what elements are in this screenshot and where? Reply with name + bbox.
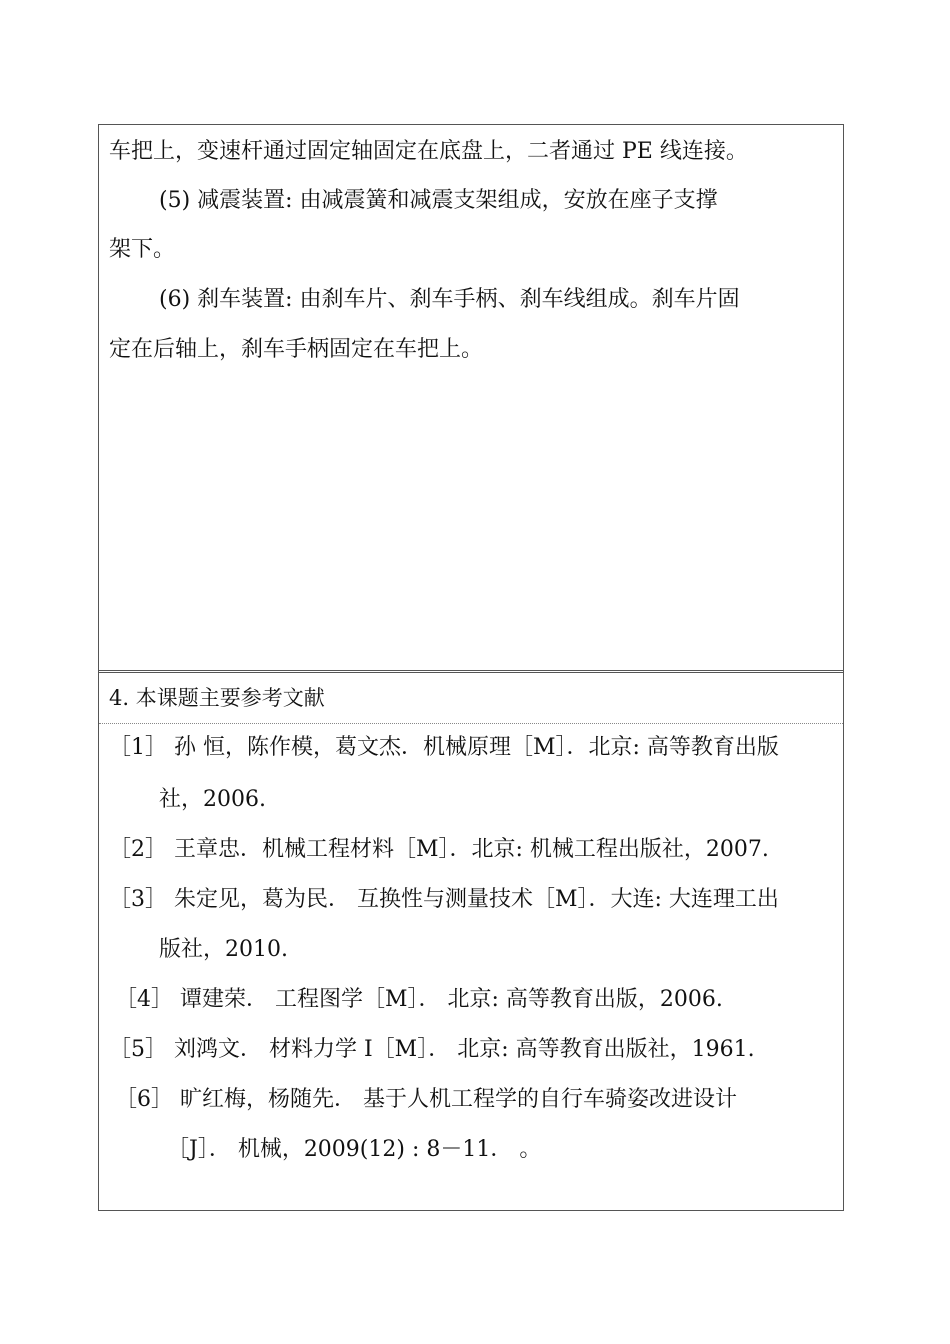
- body-line-5: 定在后轴上，刹车手柄固定在车把上。: [109, 337, 484, 362]
- design-content-cell: [99, 125, 843, 673]
- body-line-2: (5) 减震装置: 由减震簧和减震支架组成，安放在座子支撑: [159, 188, 718, 213]
- document-table: [98, 124, 844, 1211]
- body-line-1: 车把上，变速杆通过固定轴固定在底盘上，二者通过 PE 线连接。: [109, 139, 748, 164]
- reference-6-line-2: ［J］． 机械，2009(12) : 8－11． 。: [167, 1137, 542, 1162]
- reference-3-line-2: 版社，2010.: [159, 937, 288, 962]
- body-line-4: (6) 刹车装置: 由刹车片、刹车手柄、刹车线组成。刹车片固: [159, 287, 740, 312]
- reference-1-line-1: ［1］ 孙 恒，陈作模，葛文杰．机械原理［M］．北京: 高等教育出版: [109, 735, 779, 760]
- reference-6-line-1: ［6］ 旷红梅，杨随先． 基于人机工程学的自行车骑姿改进设计: [115, 1087, 737, 1112]
- reference-5-line-1: ［5］ 刘鸿文． 材料力学 I［M］． 北京: 高等教育出版社，1961.: [109, 1037, 755, 1062]
- reference-4-line-1: ［4］ 谭建荣． 工程图学［M］． 北京: 高等教育出版，2006.: [115, 987, 723, 1012]
- reference-3-line-1: ［3］ 朱定见，葛为民． 互换性与测量技术［M］．大连: 大连理工出: [109, 887, 779, 912]
- heading-divider: [99, 723, 843, 724]
- reference-1-line-2: 社，2006.: [159, 787, 266, 812]
- reference-2-line-1: ［2］ 王章忠．机械工程材料［M］．北京: 机械工程出版社，2007.: [109, 837, 769, 862]
- body-line-3: 架下。: [109, 237, 176, 262]
- section-heading: 4. 本课题主要参考文献: [109, 686, 325, 710]
